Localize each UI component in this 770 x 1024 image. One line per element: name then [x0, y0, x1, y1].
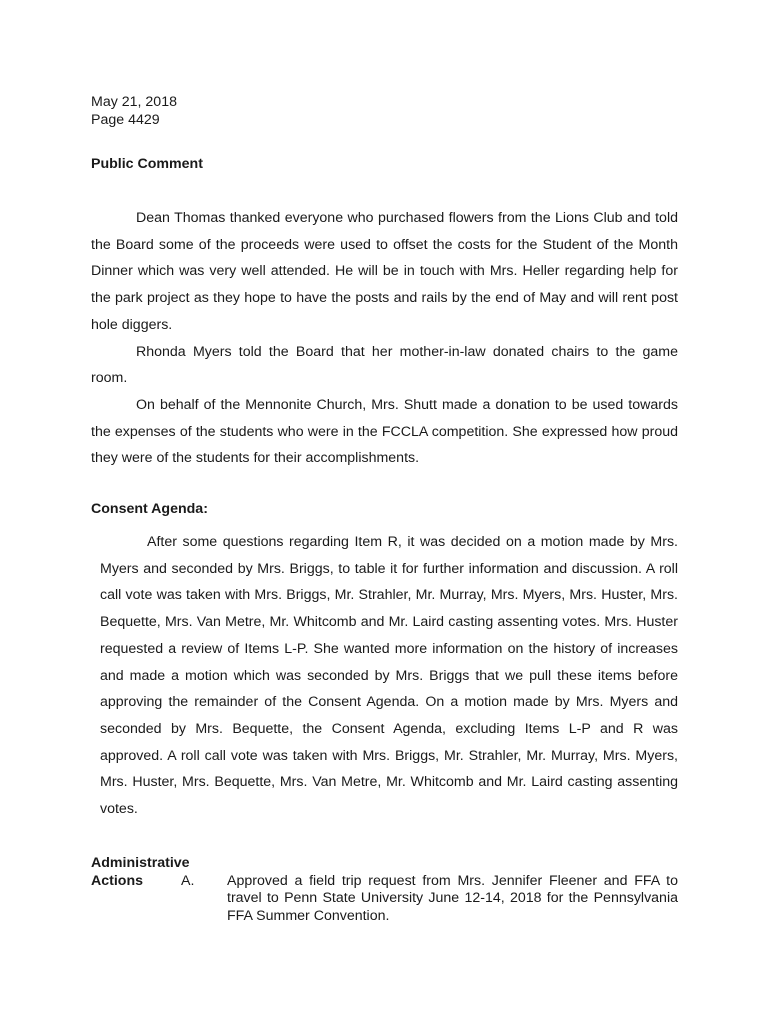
- public-comment-paragraph: On behalf of the Mennonite Church, Mrs. Shutt made a donation to be used towards the expenses of the students who were in the FCCLA competition. She expressed how proud they were of the students for their accomplishments.: [91, 396, 678, 467]
- page-number: Page 4429: [91, 111, 160, 128]
- consent-agenda-section: [100, 529, 678, 823]
- administrative-action-item: [91, 873, 681, 926]
- public-comment-section: [91, 205, 678, 472]
- page-header: [91, 94, 177, 129]
- meeting-date: May 21, 2018: [91, 94, 177, 110]
- public-comment-paragraph: Rhonda Myers told the Board that her mother-in-law donated chairs to the game room.: [91, 343, 678, 387]
- item-letter: A.: [181, 872, 195, 889]
- consent-agenda-heading: Consent Agenda:: [91, 501, 208, 517]
- public-comment-heading: Public Comment: [91, 156, 203, 172]
- consent-agenda-paragraph: After some questions regarding Item R, it was decided on a motion made by Mrs. Myers and seconded by Mrs. Briggs, to table it for further information and discussion. A roll call vote was taken with Mrs. Briggs, Mr. Strahler, Mr. Murray, Mrs. Myers, Mrs. Huster, Mrs. Bequette, Mrs. Van Metre, Mr. Whitcomb and Mr. Laird casting assenting votes. Mrs. Huster requested a review of Items L-P. She wanted more information on the history of increases and made a motion which was seconded by Mrs. Briggs that we pull these items before approving the remainder of the Consent Agenda. On a motion made by Mrs. Myers and seconded by Mrs. Bequette, the Consent Agenda, excluding Items L-P and R was approved. A roll call vote was taken with Mrs. Briggs, Mr. Strahler, Mr. Murray, Mrs. Myers, Mrs. Huster, Mrs. Bequette, Mrs. Van Metre, Mr. Whitcomb and Mr. Laird casting assenting votes.: [100, 534, 678, 818]
- administrative-actions-heading-continued: Actions: [91, 872, 144, 889]
- public-comment-paragraph: Dean Thomas thanked everyone who purchased flowers from the Lions Club and told the Board some of the proceeds were used to offset the costs for the Student of the Month Dinner which was very well attended. He will be in touch with Mrs. Heller regarding help for the park project as they hope to have the posts and rails by the end of May and will rent post hole diggers.: [91, 210, 678, 333]
- administrative-actions-heading: Administrative: [91, 855, 190, 871]
- administrative-actions-section: [91, 855, 681, 925]
- item-text: Approved a field trip request from Mrs. Jennifer Fleener and FFA to travel to Penn State University June 12-14, 2018 for the Pennsylvania FFA Summer Convention.: [227, 872, 678, 924]
